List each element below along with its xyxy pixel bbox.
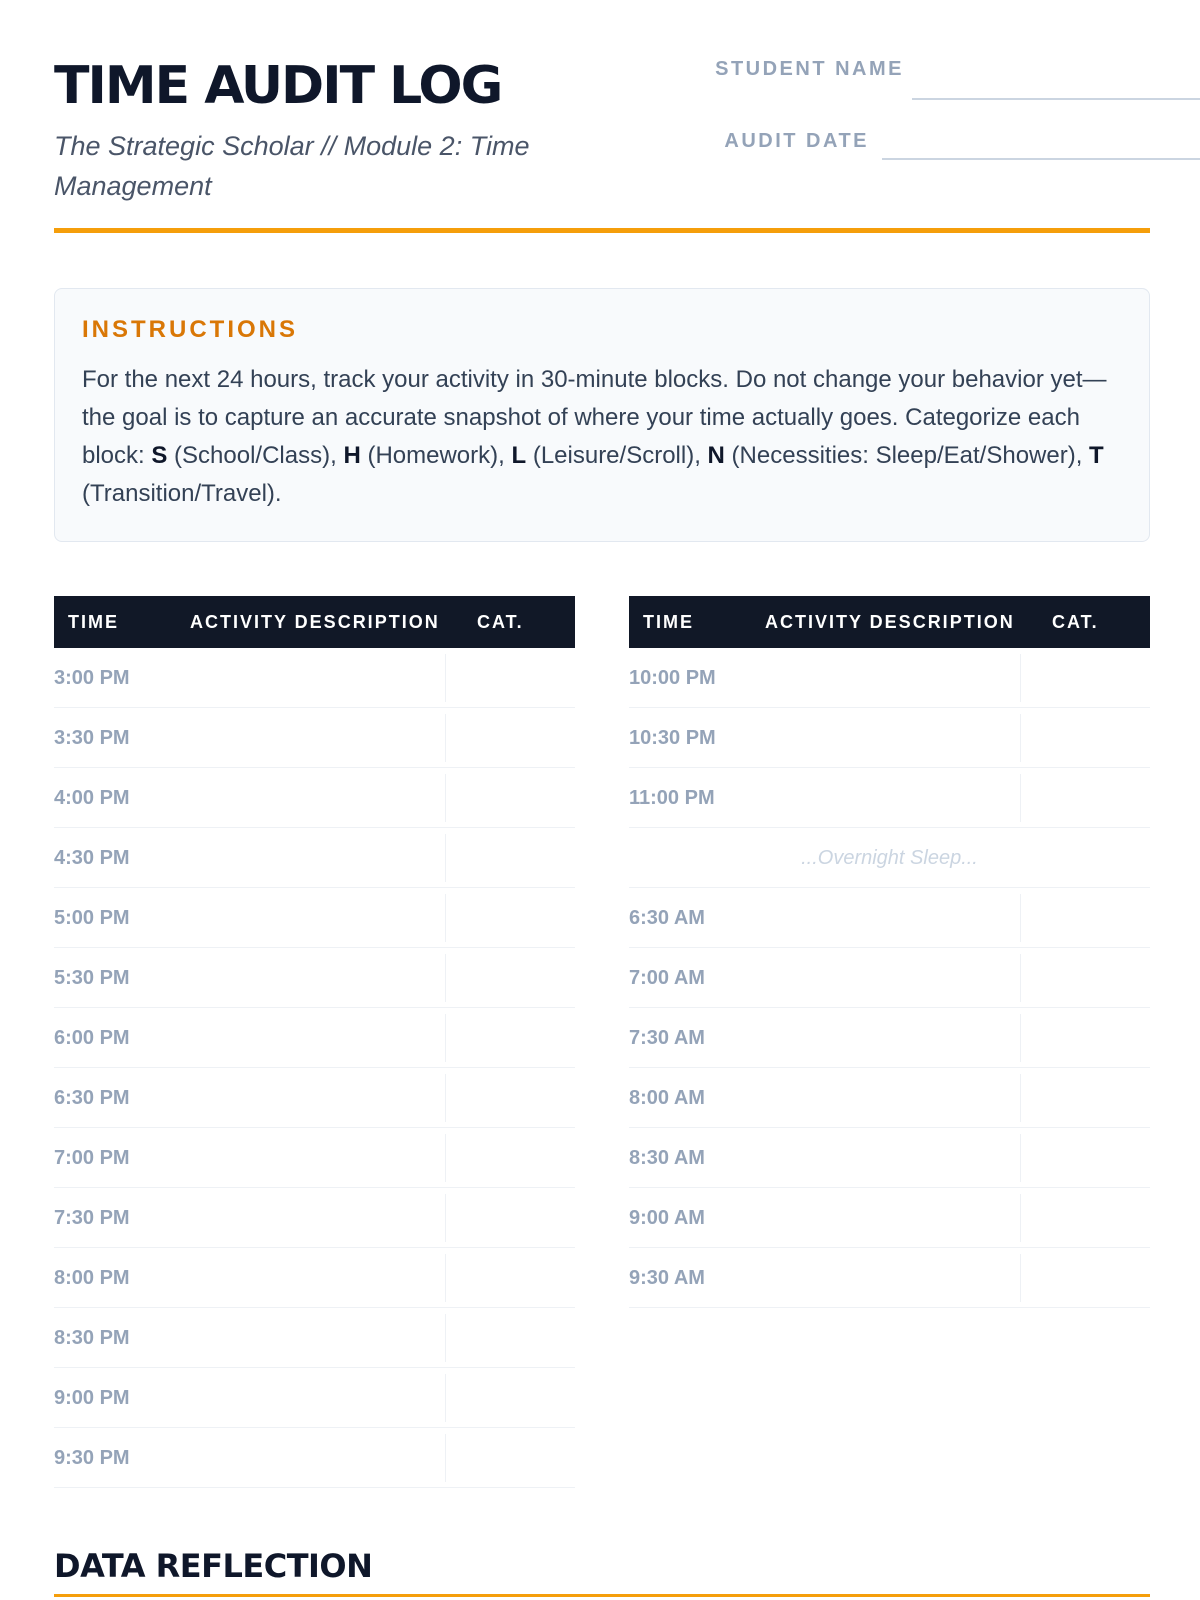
table-row: [54, 1248, 575, 1308]
activity-description-field[interactable]: [184, 896, 442, 940]
activity-description-field[interactable]: [184, 1136, 442, 1180]
activity-description-field[interactable]: [184, 836, 442, 880]
column-header-category: CAT.: [1052, 612, 1099, 632]
category-field[interactable]: [445, 1074, 575, 1122]
instructions-heading: INSTRUCTIONS: [82, 316, 298, 343]
category-code-necessities: N: [707, 442, 725, 469]
page-title: TIME AUDIT LOG: [54, 56, 502, 116]
table-row: [629, 1068, 1150, 1128]
activity-description-field[interactable]: [759, 1196, 1017, 1240]
category-field[interactable]: [445, 1194, 575, 1242]
table-row: [54, 1068, 575, 1128]
column-header-activity: ACTIVITY DESCRIPTION: [765, 612, 1015, 632]
table-body: [54, 648, 575, 1488]
table-row: [54, 1188, 575, 1248]
student-name-label: STUDENT NAME: [715, 58, 904, 80]
table-row: [54, 1428, 575, 1488]
time-slot: 6:00 PM: [54, 1027, 130, 1049]
header-divider: [54, 228, 1150, 233]
log-table-afternoon-evening: [54, 596, 575, 1488]
activity-description-field[interactable]: [184, 776, 442, 820]
table-row: [54, 1008, 575, 1068]
time-slot: 9:00 AM: [629, 1207, 705, 1229]
category-code-homework: H: [343, 442, 361, 469]
table-row: [54, 648, 575, 708]
category-code-leisure: L: [511, 442, 527, 469]
instructions-text: [82, 361, 1122, 513]
category-field[interactable]: [445, 954, 575, 1002]
category-field[interactable]: [445, 1014, 575, 1062]
category-field[interactable]: [1020, 714, 1150, 762]
category-field[interactable]: [1020, 1134, 1150, 1182]
instructions-intro: For the next 24 hours, track your activity in 30-minute blocks. Do not change your behavior yet—the goal is to capture an accurate snapshot of where your time actually goes. Categorize each block:: [82, 366, 1107, 469]
category-desc-leisure: (Leisure/Scroll),: [526, 442, 708, 469]
time-slot: 5:00 PM: [54, 907, 130, 929]
section-divider: [54, 1594, 1150, 1597]
time-slot: 7:30 AM: [629, 1027, 705, 1049]
audit-date-label: AUDIT DATE: [724, 130, 869, 152]
table-row: [629, 1008, 1150, 1068]
activity-description-field[interactable]: [184, 1316, 442, 1360]
category-field[interactable]: [1020, 654, 1150, 702]
column-header-time: TIME: [643, 612, 694, 632]
time-slot: 9:00 PM: [54, 1387, 130, 1409]
time-slot: 3:30 PM: [54, 727, 130, 749]
activity-description-field[interactable]: [184, 1196, 442, 1240]
table-row: [54, 1128, 575, 1188]
table-row: [629, 648, 1150, 708]
overnight-sleep-row: [629, 828, 1150, 888]
section-title-data-reflection: DATA REFLECTION: [54, 1547, 373, 1585]
table-row: [54, 708, 575, 768]
category-field[interactable]: [445, 1374, 575, 1422]
category-desc-necessities: (Necessities: Sleep/Eat/Shower),: [724, 442, 1090, 469]
category-field[interactable]: [445, 834, 575, 882]
activity-description-field[interactable]: [184, 1016, 442, 1060]
table-row: [629, 1128, 1150, 1188]
category-field[interactable]: [1020, 1254, 1150, 1302]
table-row: [54, 948, 575, 1008]
table-row: [629, 948, 1150, 1008]
category-field[interactable]: [1020, 774, 1150, 822]
activity-description-field[interactable]: [759, 956, 1017, 1000]
time-slot: 8:00 AM: [629, 1087, 705, 1109]
activity-description-field[interactable]: [759, 1016, 1017, 1060]
table-header: [54, 596, 575, 648]
column-header-category: CAT.: [477, 612, 524, 632]
time-slot: 7:00 PM: [54, 1147, 130, 1169]
activity-description-field[interactable]: [759, 1076, 1017, 1120]
time-slot: 5:30 PM: [54, 967, 130, 989]
activity-description-field[interactable]: [759, 656, 1017, 700]
table-header: [629, 596, 1150, 648]
log-table-night-morning: [629, 596, 1150, 1308]
table-row: [629, 708, 1150, 768]
category-field[interactable]: [445, 1134, 575, 1182]
activity-description-field[interactable]: [184, 656, 442, 700]
category-field[interactable]: [445, 714, 575, 762]
time-slot: 11:00 PM: [629, 787, 715, 809]
table-row: [54, 1308, 575, 1368]
activity-description-field[interactable]: [184, 716, 442, 760]
activity-description-field[interactable]: [184, 1436, 442, 1480]
time-slot: 4:30 PM: [54, 847, 130, 869]
audit-date-field[interactable]: [882, 158, 1200, 160]
category-field[interactable]: [1020, 1194, 1150, 1242]
category-field[interactable]: [445, 1434, 575, 1482]
student-name-field[interactable]: [912, 98, 1200, 100]
time-slot: 7:00 AM: [629, 967, 705, 989]
time-slot: 6:30 PM: [54, 1087, 130, 1109]
overnight-sleep-note: ...Overnight Sleep...: [801, 847, 978, 869]
category-field[interactable]: [445, 1254, 575, 1302]
activity-description-field[interactable]: [184, 956, 442, 1000]
category-field[interactable]: [445, 1314, 575, 1362]
category-code-school: S: [151, 442, 168, 469]
activity-description-field[interactable]: [759, 716, 1017, 760]
category-field[interactable]: [1020, 1014, 1150, 1062]
table-row: [629, 1248, 1150, 1308]
activity-description-field[interactable]: [184, 1076, 442, 1120]
time-slot: 4:00 PM: [54, 787, 130, 809]
category-field[interactable]: [1020, 954, 1150, 1002]
category-desc-homework: (Homework),: [360, 442, 512, 469]
time-slot: 7:30 PM: [54, 1207, 130, 1229]
category-code-transition: T: [1089, 442, 1104, 469]
table-row: [629, 768, 1150, 828]
header: [54, 56, 1150, 236]
time-slot: 10:00 PM: [629, 667, 716, 689]
time-slot: 3:00 PM: [54, 667, 130, 689]
table-row: [54, 768, 575, 828]
activity-description-field[interactable]: [759, 1136, 1017, 1180]
table-row: [629, 1188, 1150, 1248]
activity-description-field[interactable]: [759, 776, 1017, 820]
activity-description-field[interactable]: [184, 1256, 442, 1300]
activity-description-field[interactable]: [184, 1376, 442, 1420]
time-slot: 6:30 AM: [629, 907, 705, 929]
time-slot: 9:30 PM: [54, 1447, 130, 1469]
table-row: [54, 828, 575, 888]
category-field[interactable]: [445, 894, 575, 942]
time-slot: 8:30 PM: [54, 1327, 130, 1349]
table-body: [629, 648, 1150, 1308]
activity-description-field[interactable]: [759, 896, 1017, 940]
instructions-box: [54, 288, 1150, 542]
time-slot: 8:30 AM: [629, 1147, 705, 1169]
category-field[interactable]: [445, 654, 575, 702]
time-slot: 9:30 AM: [629, 1267, 705, 1289]
category-desc-transition: (Transition/Travel).: [82, 480, 282, 507]
table-row: [629, 888, 1150, 948]
activity-description-field[interactable]: [759, 1256, 1017, 1300]
time-slot: 8:00 PM: [54, 1267, 130, 1289]
time-slot: 10:30 PM: [629, 727, 716, 749]
category-field[interactable]: [1020, 1074, 1150, 1122]
category-desc-school: (School/Class),: [167, 442, 344, 469]
table-row: [54, 888, 575, 948]
column-header-time: TIME: [68, 612, 119, 632]
page-subtitle: The Strategic Scholar // Module 2: Time Management: [54, 131, 530, 201]
column-header-activity: ACTIVITY DESCRIPTION: [190, 612, 440, 632]
table-row: [54, 1368, 575, 1428]
category-field[interactable]: [445, 774, 575, 822]
category-field[interactable]: [1020, 894, 1150, 942]
